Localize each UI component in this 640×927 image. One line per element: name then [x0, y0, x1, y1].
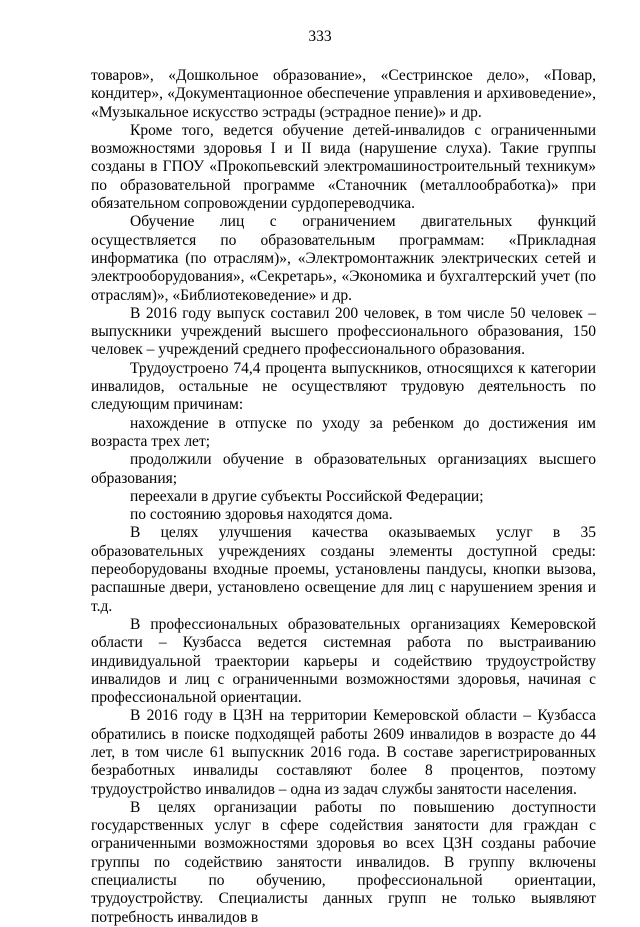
paragraph-career-trajectory: В профессиональных образовательных организациях Кемеровской области – Кузбасса ведется системная работа по выстраиванию индивидуальной траектории карьеры и содействию трудоустройству инвалидов и лиц с ограниченными возможностями здоровья, начиная с профессиональной ориентации.: [91, 615, 596, 707]
paragraph-employment-rate: Трудоустроено 74,4 процента выпускников, относящихся к категории инвалидов, остальные не осуществляют трудовую деятельность по следующим причинам:: [91, 359, 596, 414]
reason-item-parental-leave: нахождение в отпуске по уходу за ребенком до достижения им возраста трех лет;: [91, 414, 596, 450]
paragraph-motor-impairment-programs: Обучение лиц с ограничением двигательных функций осуществляется по образовательным программам: «Прикладная информатика (по отраслям)», «Электромонтажник электрических сетей и электрооборудования», «Секретарь», «Экономика и бухгалтерский учет (по отраслям)», «Библиотековедение» и др.: [91, 213, 596, 304]
reason-item-further-education: продолжили обучение в образовательных организациях высшего образования;: [91, 451, 596, 487]
paragraph-deaf-education: Кроме того, ведется обучение детей-инвалидов с ограниченными возможностями здоровья I и II вида (нарушение слуха). Такие группы созданы в ГПОУ «Прокопьевский электромашиностроительный техникум» по образовательной программе «Станочник (металлообработка)» при обязательном сопровождении сурдопереводчика.: [91, 121, 596, 213]
paragraph-czn-statistics: В 2016 году в ЦЗН на территории Кемеровской области – Кузбасса обратились в поиске подходящей работы 2609 инвалидов в возрасте до 44 лет, в том числе 61 выпускник 2016 года. В составе зарегистрированных безработных инвалиды составляют более 8 процентов, поэтому трудоустройство инвалидов – одна из задач службы занятости населения.: [91, 707, 596, 798]
paragraph-accessible-environment: В целях улучшения качества оказываемых услуг в 35 образовательных учреждениях созданы элементы доступной среды: переоборудованы входные проемы, установлены пандусы, кнопки вызова, распашные двери, установлено освещение для лиц с нарушением зрения и т.д.: [91, 524, 596, 615]
page-number: 333: [308, 28, 332, 45]
paragraph-graduates-2016: В 2016 году выпуск составил 200 человек, в том числе 50 человек – выпускники учреждений высшего профессионального образования, 150 человек – учреждений среднего профессионального образования.: [91, 304, 596, 359]
body-text: [91, 67, 596, 927]
paragraph-working-groups: В целях организации работы по повышению доступности государственных услуг в сфере содействия занятости для граждан с ограниченными возможностями здоровья во всех ЦЗН созданы рабочие группы по содействию занятости инвалидов. В группу включены специалисты по обучению, профессиональной ориентации, трудоустройству. Специалисты данных групп не только выявляют потребность инвалидов в: [91, 798, 596, 926]
paragraph-continuation: товаров», «Дошкольное образование», «Сестринское дело», «Повар, кондитер», «Документационное обеспечение управления и архивоведение», «Музыкальное искусство эстрады (эстрадное пение)» и др.: [91, 67, 596, 121]
reason-item-health: по состоянию здоровья находятся дома.: [130, 506, 393, 524]
reason-item-relocation: переехали в другие субъекты Российской Федерации;: [130, 487, 484, 505]
